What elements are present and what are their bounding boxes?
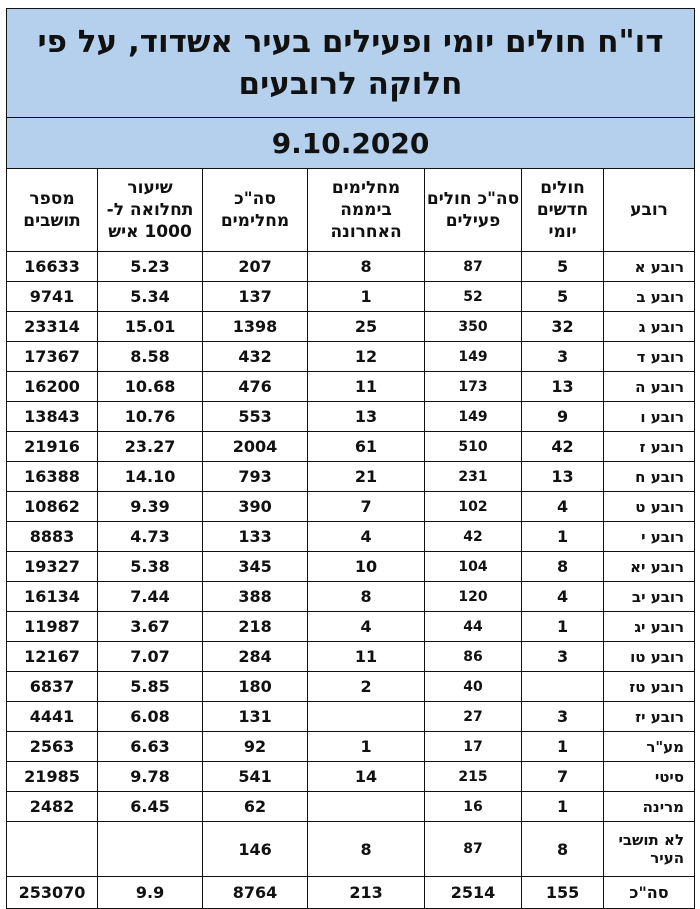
total-active-cell: 120 [425, 582, 522, 612]
area-cell: רובע ד [604, 342, 695, 372]
residents-cell: 21916 [7, 432, 98, 462]
total-recovered-cell: 2004 [203, 432, 308, 462]
morbidity-rate-cell: 6.08 [98, 702, 203, 732]
total-active-cell: 350 [425, 312, 522, 342]
total-recovered-cell: 553 [203, 402, 308, 432]
area-cell: רובע א [604, 252, 695, 282]
new-daily-cell: 1 [522, 792, 604, 822]
recovered-24h-cell: 7 [308, 492, 425, 522]
total-recovered-cell: 1398 [203, 312, 308, 342]
residents-cell: 4441 [7, 702, 98, 732]
total-morbidity-rate: 9.9 [98, 877, 203, 909]
total-recovered-cell: 345 [203, 552, 308, 582]
area-cell: רובע יא [604, 552, 695, 582]
area-cell: רובע ז [604, 432, 695, 462]
residents-cell: 17367 [7, 342, 98, 372]
recovered-24h-cell: 61 [308, 432, 425, 462]
recovered-24h-cell: 1 [308, 732, 425, 762]
area-cell: לא תושבי העיר [604, 822, 695, 877]
total-active-cell: 16 [425, 792, 522, 822]
recovered-24h-cell: 8 [308, 582, 425, 612]
header-residents: מספר תושבים [7, 169, 98, 252]
total-active-cell: 215 [425, 762, 522, 792]
total-recovered-cell: 207 [203, 252, 308, 282]
area-cell: מע"ר [604, 732, 695, 762]
total-active-cell: 40 [425, 672, 522, 702]
new-daily-cell: 4 [522, 492, 604, 522]
table-row [7, 252, 695, 282]
area-cell: סיטי [604, 762, 695, 792]
table-row [7, 552, 695, 582]
residents-cell: 6837 [7, 672, 98, 702]
table-row [7, 642, 695, 672]
new-daily-cell: 3 [522, 342, 604, 372]
total-recovered-24h: 213 [308, 877, 425, 909]
table-row [7, 282, 695, 312]
table-row [7, 312, 695, 342]
recovered-24h-cell: 8 [308, 822, 425, 877]
area-cell: רובע ו [604, 402, 695, 432]
residents-cell: 19327 [7, 552, 98, 582]
report-table [6, 8, 695, 909]
recovered-24h-cell: 11 [308, 372, 425, 402]
residents-cell: 16633 [7, 252, 98, 282]
total-recovered-cell: 133 [203, 522, 308, 552]
area-cell: רובע יב [604, 582, 695, 612]
table-row [7, 612, 695, 642]
morbidity-rate-cell: 8.58 [98, 342, 203, 372]
new-daily-cell: 13 [522, 462, 604, 492]
table-row [7, 762, 695, 792]
total-active-cell: 149 [425, 342, 522, 372]
total-active-cell: 42 [425, 522, 522, 552]
new-daily-cell: 9 [522, 402, 604, 432]
new-daily-cell: 3 [522, 702, 604, 732]
total-active-cell: 231 [425, 462, 522, 492]
new-daily-cell: 1 [522, 522, 604, 552]
morbidity-rate-cell: 10.68 [98, 372, 203, 402]
total-recovered: 8764 [203, 877, 308, 909]
recovered-24h-cell: 13 [308, 402, 425, 432]
recovered-24h-cell: 11 [308, 642, 425, 672]
total-active-cell: 149 [425, 402, 522, 432]
residents-cell: 2482 [7, 792, 98, 822]
table-row [7, 462, 695, 492]
morbidity-rate-cell [98, 822, 203, 877]
recovered-24h-cell: 25 [308, 312, 425, 342]
area-cell: רובע י [604, 522, 695, 552]
total-active-cell: 104 [425, 552, 522, 582]
report-title: דו"ח חולים יומי ופעילים בעיר אשדוד, על פי חלוקה לרובעים [7, 9, 695, 118]
total-active-cell: 87 [425, 822, 522, 877]
residents-cell: 11987 [7, 612, 98, 642]
morbidity-rate-cell: 4.73 [98, 522, 203, 552]
total-active-cell: 44 [425, 612, 522, 642]
residents-cell: 10862 [7, 492, 98, 522]
total-recovered-cell: 131 [203, 702, 308, 732]
residents-cell: 16200 [7, 372, 98, 402]
total-recovered-cell: 793 [203, 462, 308, 492]
new-daily-cell: 4 [522, 582, 604, 612]
header-row [7, 169, 695, 252]
total-recovered-cell: 137 [203, 282, 308, 312]
area-cell: מרינה [604, 792, 695, 822]
total-recovered-cell: 284 [203, 642, 308, 672]
area-cell: רובע יז [604, 702, 695, 732]
morbidity-rate-cell: 9.39 [98, 492, 203, 522]
recovered-24h-cell: 10 [308, 552, 425, 582]
new-daily-cell [522, 672, 604, 702]
total-recovered-cell: 92 [203, 732, 308, 762]
header-area: רובע [604, 169, 695, 252]
residents-cell [7, 822, 98, 877]
total-recovered-cell: 146 [203, 822, 308, 877]
morbidity-rate-cell: 5.38 [98, 552, 203, 582]
new-daily-cell: 42 [522, 432, 604, 462]
table-row [7, 702, 695, 732]
residents-cell: 21985 [7, 762, 98, 792]
new-daily-cell: 5 [522, 252, 604, 282]
total-active: 2514 [425, 877, 522, 909]
new-daily-cell: 13 [522, 372, 604, 402]
table-row [7, 672, 695, 702]
table-row [7, 372, 695, 402]
new-daily-cell: 1 [522, 612, 604, 642]
table-row [7, 402, 695, 432]
area-cell: רובע טז [604, 672, 695, 702]
morbidity-rate-cell: 5.23 [98, 252, 203, 282]
total-recovered-cell: 476 [203, 372, 308, 402]
total-recovered-cell: 541 [203, 762, 308, 792]
recovered-24h-cell [308, 702, 425, 732]
total-recovered-cell: 180 [203, 672, 308, 702]
new-daily-cell: 3 [522, 642, 604, 672]
morbidity-rate-cell: 15.01 [98, 312, 203, 342]
table-row [7, 732, 695, 762]
new-daily-cell: 7 [522, 762, 604, 792]
residents-cell: 16134 [7, 582, 98, 612]
new-daily-cell: 5 [522, 282, 604, 312]
table-row [7, 522, 695, 552]
header-new-daily: חולים חדשים יומי [522, 169, 604, 252]
area-cell: רובע יג [604, 612, 695, 642]
morbidity-rate-cell: 14.10 [98, 462, 203, 492]
recovered-24h-cell: 2 [308, 672, 425, 702]
total-label: סה"כ [604, 877, 695, 909]
residents-cell: 13843 [7, 402, 98, 432]
morbidity-rate-cell: 10.76 [98, 402, 203, 432]
header-recovered-24h: מחלימים ביממה האחרונה [308, 169, 425, 252]
total-recovered-cell: 218 [203, 612, 308, 642]
area-cell: רובע ב [604, 282, 695, 312]
area-cell: רובע ה [604, 372, 695, 402]
recovered-24h-cell: 12 [308, 342, 425, 372]
recovered-24h-cell: 14 [308, 762, 425, 792]
area-cell: רובע ט [604, 492, 695, 522]
total-recovered-cell: 432 [203, 342, 308, 372]
table-row [7, 432, 695, 462]
morbidity-rate-cell: 9.78 [98, 762, 203, 792]
area-cell: רובע ח [604, 462, 695, 492]
morbidity-rate-cell: 7.07 [98, 642, 203, 672]
recovered-24h-cell: 1 [308, 282, 425, 312]
table-row [7, 792, 695, 822]
table-row [7, 492, 695, 522]
recovered-24h-cell: 8 [308, 252, 425, 282]
recovered-24h-cell [308, 792, 425, 822]
area-cell: רובע ג [604, 312, 695, 342]
morbidity-rate-cell: 5.34 [98, 282, 203, 312]
recovered-24h-cell: 4 [308, 612, 425, 642]
area-cell: רובע טו [604, 642, 695, 672]
residents-cell: 9741 [7, 282, 98, 312]
total-active-cell: 17 [425, 732, 522, 762]
new-daily-cell: 1 [522, 732, 604, 762]
recovered-24h-cell: 4 [308, 522, 425, 552]
table-row [7, 582, 695, 612]
header-total-recovered: סה"כ מחלימים [203, 169, 308, 252]
total-active-cell: 86 [425, 642, 522, 672]
new-daily-cell: 32 [522, 312, 604, 342]
total-active-cell: 173 [425, 372, 522, 402]
total-active-cell: 510 [425, 432, 522, 462]
total-active-cell: 102 [425, 492, 522, 522]
report-container [6, 8, 694, 902]
new-daily-cell: 8 [522, 822, 604, 877]
morbidity-rate-cell: 6.45 [98, 792, 203, 822]
total-active-cell: 87 [425, 252, 522, 282]
table-row [7, 342, 695, 372]
header-morbidity-rate: שיעור תחלואה ל- 1000 איש [98, 169, 203, 252]
header-total-active: סה"כ חולים פעילים [425, 169, 522, 252]
table-row [7, 822, 695, 877]
morbidity-rate-cell: 6.63 [98, 732, 203, 762]
residents-cell: 2563 [7, 732, 98, 762]
morbidity-rate-cell: 3.67 [98, 612, 203, 642]
report-date: 9.10.2020 [7, 118, 695, 169]
total-recovered-cell: 62 [203, 792, 308, 822]
morbidity-rate-cell: 5.85 [98, 672, 203, 702]
total-recovered-cell: 390 [203, 492, 308, 522]
total-recovered-cell: 388 [203, 582, 308, 612]
morbidity-rate-cell: 7.44 [98, 582, 203, 612]
total-row [7, 877, 695, 909]
total-active-cell: 52 [425, 282, 522, 312]
total-new-daily: 155 [522, 877, 604, 909]
recovered-24h-cell: 21 [308, 462, 425, 492]
residents-cell: 23314 [7, 312, 98, 342]
residents-cell: 16388 [7, 462, 98, 492]
residents-cell: 8883 [7, 522, 98, 552]
total-active-cell: 27 [425, 702, 522, 732]
morbidity-rate-cell: 23.27 [98, 432, 203, 462]
total-residents: 253070 [7, 877, 98, 909]
new-daily-cell: 8 [522, 552, 604, 582]
residents-cell: 12167 [7, 642, 98, 672]
